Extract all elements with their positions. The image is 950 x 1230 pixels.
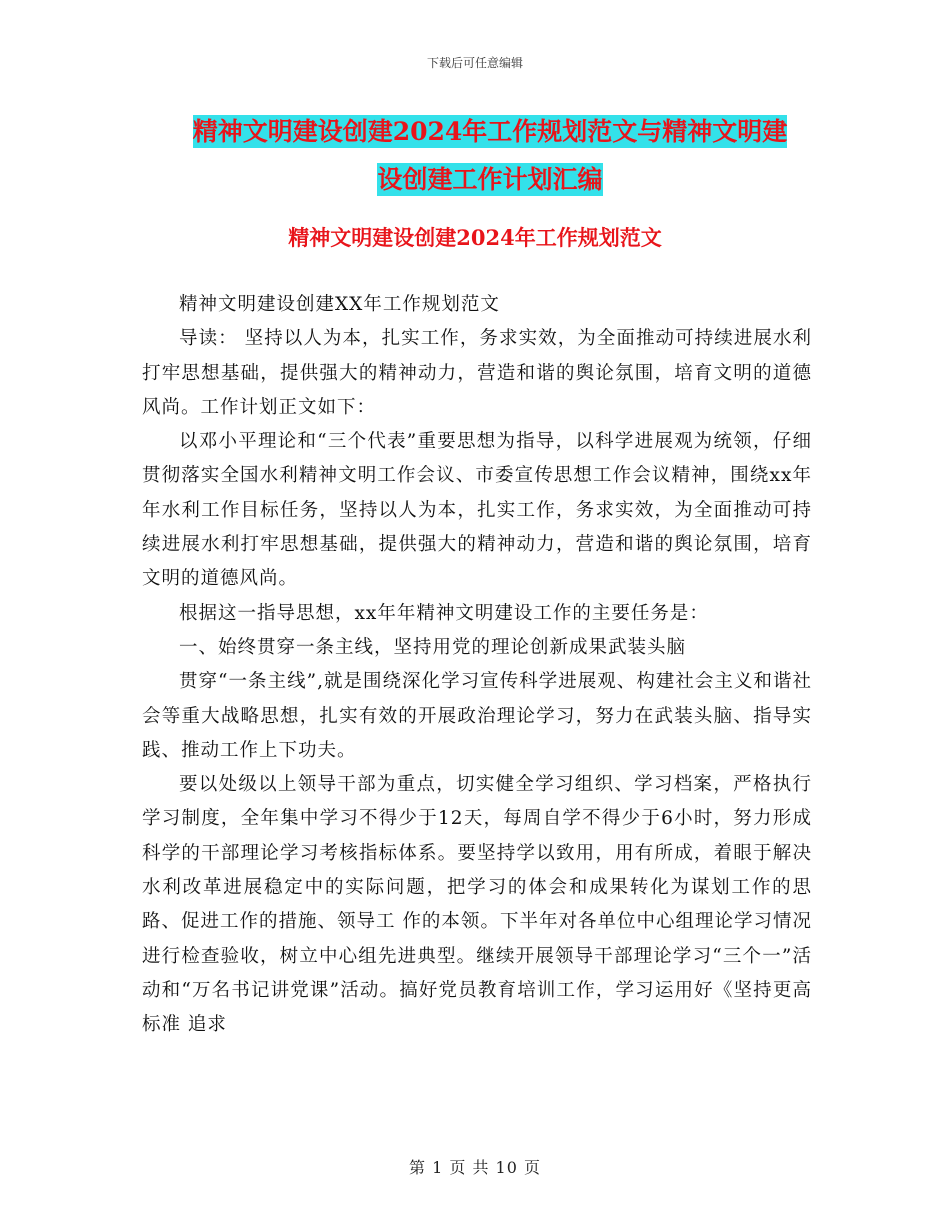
document-title-line-1: 精神文明建设创建2024年工作规划范文与精神文明建 — [192, 117, 788, 146]
paragraph: 一、始终贯穿一条主线，坚持用党的理论创新成果武装头脑 — [179, 636, 687, 658]
document-body — [142, 288, 812, 1043]
page-number-footer: 第 1 页 共 10 页 — [409, 1158, 541, 1177]
document-title-line-2: 设创建工作计划汇编 — [377, 165, 603, 194]
paragraph: 根据这一指导思想，xx年年精神文明建设工作的主要任务是： — [179, 602, 709, 624]
paragraph: 贯穿“一条主线”,就是围绕深化学习宣传科学进展观、构建社会主义和谐社会等重大战略思想，扎实有效的开展政治理论学习，努力在武装头脑、指导实践、推动工作上下功夫。 — [142, 671, 812, 761]
section-title: 精神文明建设创建2024年工作规划范文 — [288, 225, 662, 250]
page-header-note: 下载后可任意编辑 — [426, 56, 523, 70]
paragraph: 要以处级以上领导干部为重点，切实健全学习组织、学习档案，严格执行学习制度，全年集中学习不得少于12天，每周自学不得少于6小时，努力形成科学的干部理论学习考核指标体系。要坚持学以致用，用有所成，着眼于解决水利改革进展稳定中的实际问题，把学习的体会和成果转化为谋划工作的思路、促进工作的措施、领导工 作的本领。下半年对各单位中心组理论学习情况进行检查验收，树立中心组先进典型。继续开展领导干部理论学习“三个一”活动和“万名书记讲党课”活动。搞好党员教育培训工作，学习运用好《坚持更高标准 追求 — [142, 774, 812, 1036]
paragraph: 精神文明建设创建XX年工作规划范文 — [179, 294, 500, 315]
document-title — [140, 108, 840, 204]
paragraph: 以邓小平理论和“三个代表”重要思想为指导，以科学进展观为统领，仔细贯彻落实全国水利精神文明工作会议、市委宣传思想工作会议精神，围绕xx年年水利工作目标任务，坚持以人为本，扎实工作，务求实效，为全面推动可持续进展水利打牢思想基础，提供强大的精神动力，营造和谐的舆论氛围，培育文明的道德风尚。 — [142, 431, 812, 590]
paragraph: 导读： 坚持以人为本，扎实工作，务求实效，为全面推动可持续进展水利打牢思想基础，提供强大的精神动力，营造和谐的舆论氛围，培育文明的道德风尚。工作计划正文如下： — [142, 328, 812, 418]
